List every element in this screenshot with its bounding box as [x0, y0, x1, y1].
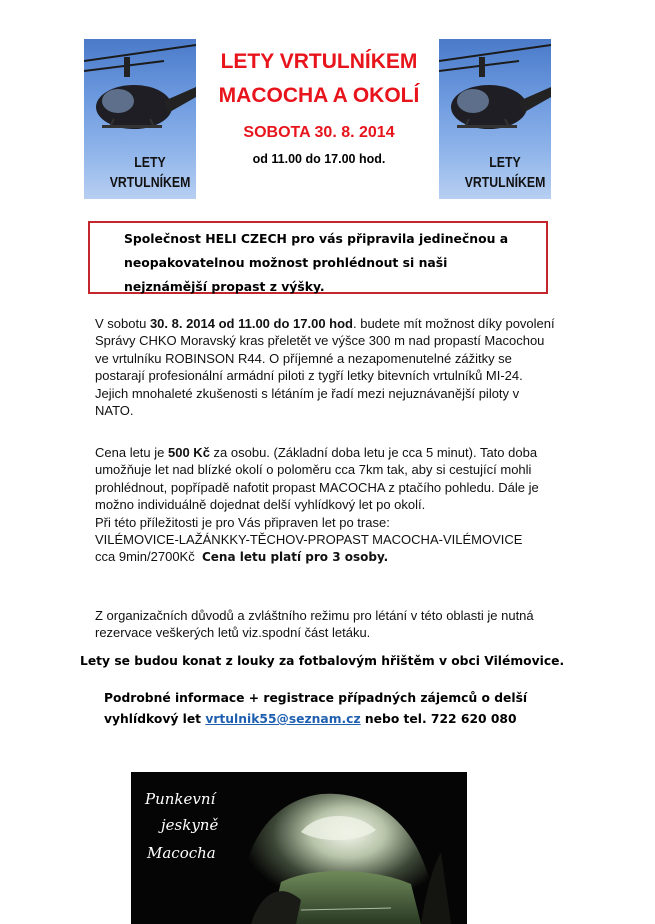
- paragraph-3: Z organizačních důvodů a zvláštního režimu pro létání v této oblasti je nutná rezervace veškerých letů viz.spodní část letáku.: [95, 608, 534, 641]
- route-note: Cena letu platí pro 3 osoby.: [201, 550, 389, 565]
- p2-mid: za osobu. (Základní doba letu je cca 5 minut). Tato doba umožňuje let nad blízké okolí o poloměru cca 7km tak, aby si cestující mohli prohlédnout, popřípadě nafotit propast MACOCHA z ptačího pohledu. Dále je možno individuálně dojednat delší vyhlídkový let po okolí.: [95, 445, 539, 513]
- cave-title-line1: Punkevní: [145, 790, 216, 808]
- paragraph-2: [95, 444, 555, 567]
- p1-pre: V sobotu: [95, 316, 150, 331]
- intro-box: [88, 221, 548, 294]
- helicopter-image-left: [84, 39, 196, 199]
- p1-bold: 30. 8. 2014 od 11.00 do 17.00 hod: [149, 316, 353, 331]
- caption-line1: LETY: [133, 154, 166, 171]
- intro-text: Společnost HELI CZECH pro vás připravila jedinečnou a neopakovatelnou možnost prohlédnout si naši nejznámější propast z výšky.: [124, 231, 509, 294]
- title-line2: MACOCHA A OKOLÍ: [218, 84, 420, 107]
- cave-title-line2: jeskyně: [161, 816, 219, 834]
- location-note: Lety se budou konat z louky za fotbalovým hřištěm v obci Vilémovice.: [80, 654, 565, 668]
- cave-image: [131, 772, 467, 924]
- paragraph-1: [95, 315, 555, 419]
- contact-post: nebo tel. 722 620 080: [360, 712, 517, 726]
- helicopter-caption: [109, 153, 190, 193]
- event-date: SOBOTA 30. 8. 2014: [243, 124, 395, 141]
- helicopter-image-right: [439, 39, 551, 199]
- caption-line2: VRTULNÍKEM: [109, 174, 190, 191]
- caption-line2: VRTULNÍKEM: [464, 174, 545, 191]
- event-time: od 11.00 do 17.00 hod.: [252, 152, 386, 166]
- helicopter-caption: [464, 153, 545, 193]
- contact-info: [104, 688, 534, 730]
- contact-pre: Podrobné informace + registrace případných zájemců o delší vyhlídkový let: [104, 691, 528, 726]
- email-link[interactable]: vrtulnik55@seznam.cz: [205, 712, 361, 726]
- p2-pre: Cena letu je: [95, 445, 168, 460]
- cave-title-line3: Macocha: [147, 844, 216, 862]
- price: 500 Kč: [168, 445, 210, 460]
- caption-line1: LETY: [488, 154, 521, 171]
- p2-line2: Při této příležitosti je pro Vás připraven let po trase:: [95, 514, 390, 530]
- p1-post: . budete mít možnost díky povolení Správy CHKO Moravský kras přeletět ve výšce 300 m nad propastí Macochou ve vrtulníku ROBINSON R44. O příjemné a nezapomenutelné zážitky se postarají profesionální armádní piloti z tygří letky bitevních vrtulníků MI-24. Jejich mnohaleté zkušenosti s létáním je řadí mezi nejuznávanější piloty v NATO.: [95, 316, 555, 419]
- route: VILÉMOVICE-LAŽÁNKKY-TĚCHOV-PROPAST MACOCHA-VILÉMOVICE: [95, 532, 523, 548]
- route-price: cca 9min/2700Kč: [95, 549, 195, 565]
- title-line1: LETY VRTULNÍKEM: [220, 50, 418, 73]
